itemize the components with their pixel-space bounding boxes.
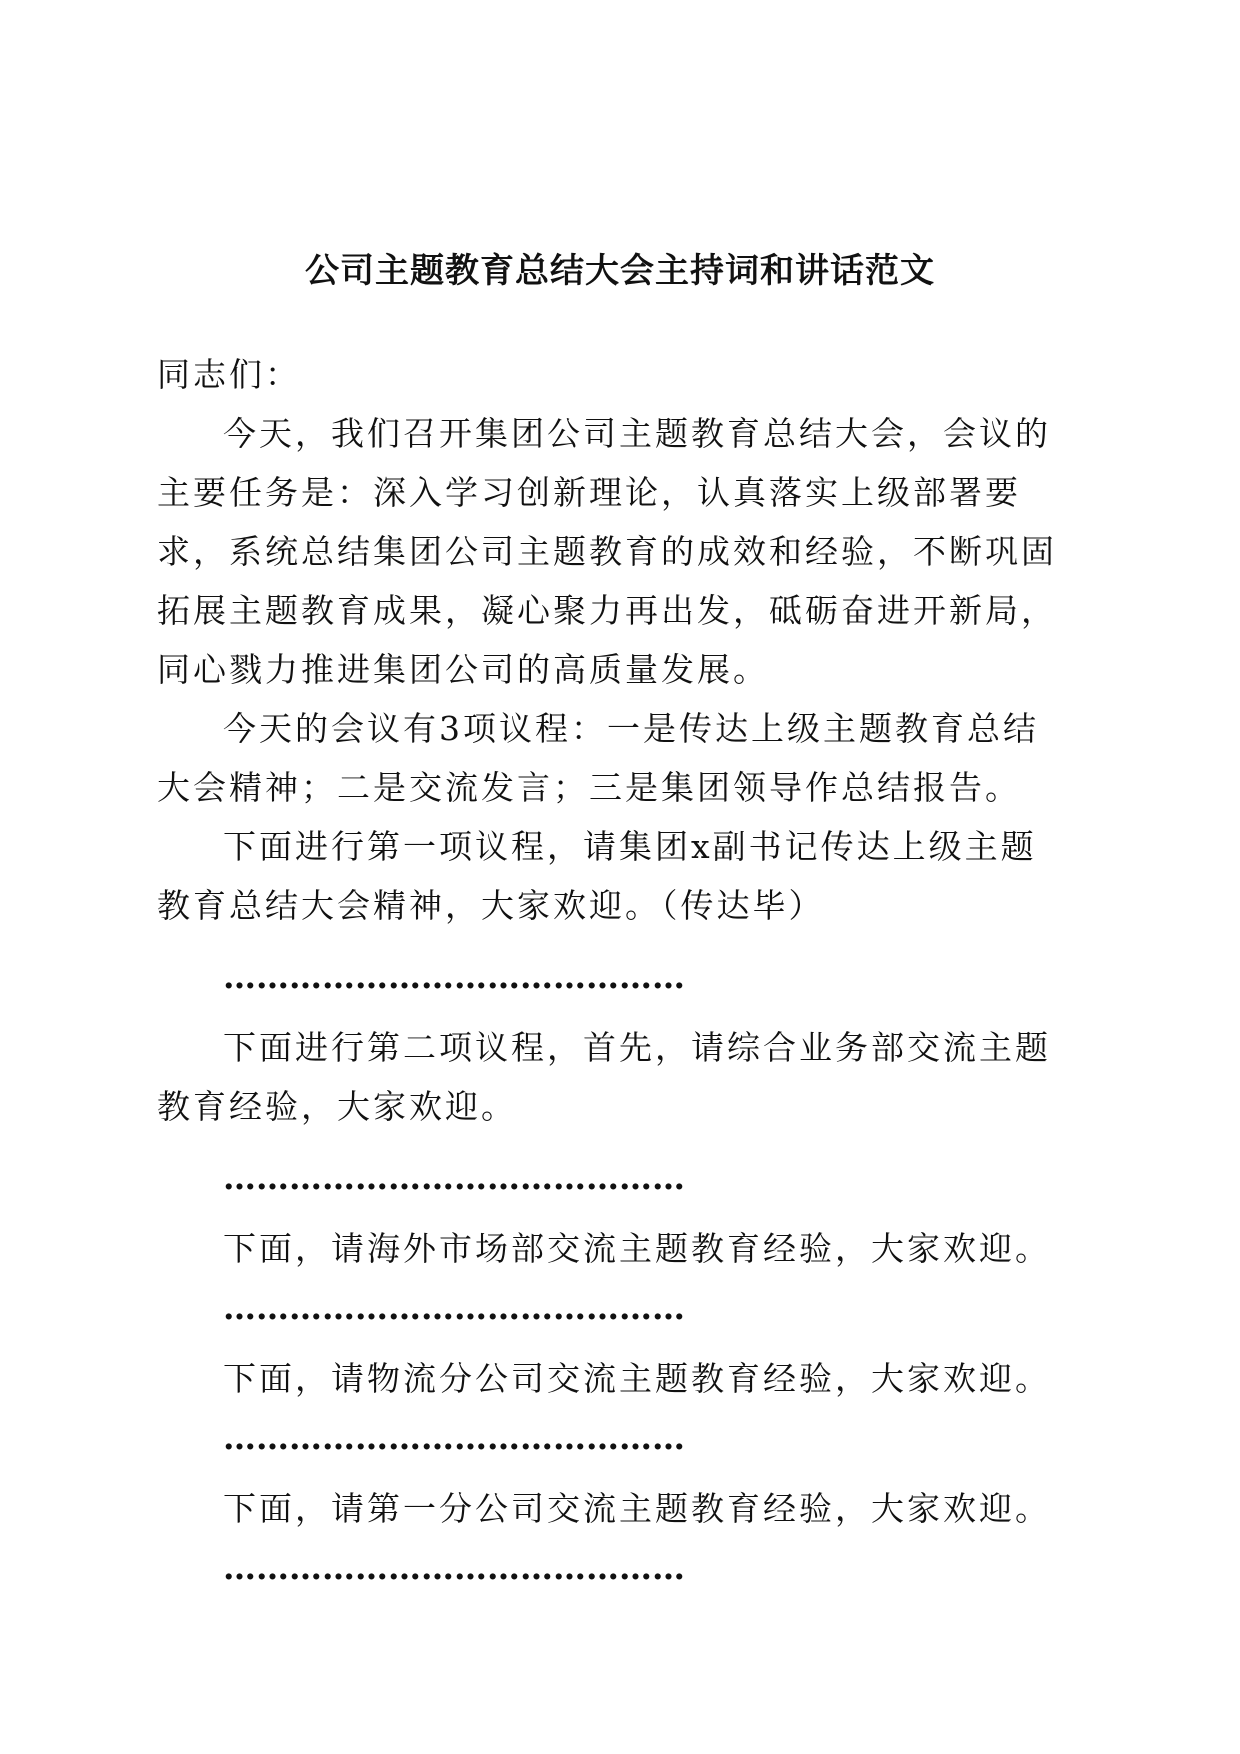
salutation: 同志们： — [157, 355, 301, 394]
ellipsis-line: …………………………………… — [223, 957, 685, 996]
paragraph-agenda: 今天的会议有3项议程：一是传达上级主题教育总结大会精神；二是交流发言；三是集团领导作总结报告。 — [157, 709, 1039, 807]
paragraph-logistics: 下面，请物流分公司交流主题教育经验，大家欢迎。 — [223, 1359, 1051, 1398]
ellipsis-line: …………………………………… — [223, 1158, 685, 1197]
paragraph-item-two: 下面进行第二项议程，首先，请综合业务部交流主题教育经验，大家欢迎。 — [157, 1028, 1051, 1126]
ellipsis-line: …………………………………… — [223, 1548, 685, 1587]
paragraph-item-one: 下面进行第一项议程，请集团x副书记传达上级主题教育总结大会精神，大家欢迎。（传达毕） — [157, 827, 1037, 925]
document-title: 公司主题教育总结大会主持词和讲话范文 — [305, 251, 935, 291]
paragraph-first-branch: 下面，请第一分公司交流主题教育经验，大家欢迎。 — [223, 1489, 1051, 1528]
document-body — [157, 345, 1057, 1597]
paragraph-overseas-market: 下面，请海外市场部交流主题教育经验，大家欢迎。 — [223, 1229, 1051, 1268]
paragraph-opening: 今天，我们召开集团公司主题教育总结大会，会议的主要任务是：深入学习创新理论，认真落实上级部署要求，系统总结集团公司主题教育的成效和经验，不断巩固拓展主题教育成果，凝心聚力再出发，砥砺奋进开新局，同心戮力推进集团公司的高质量发展。 — [157, 414, 1057, 689]
ellipsis-line: …………………………………… — [223, 1288, 685, 1327]
ellipsis-line: …………………………………… — [223, 1418, 685, 1457]
